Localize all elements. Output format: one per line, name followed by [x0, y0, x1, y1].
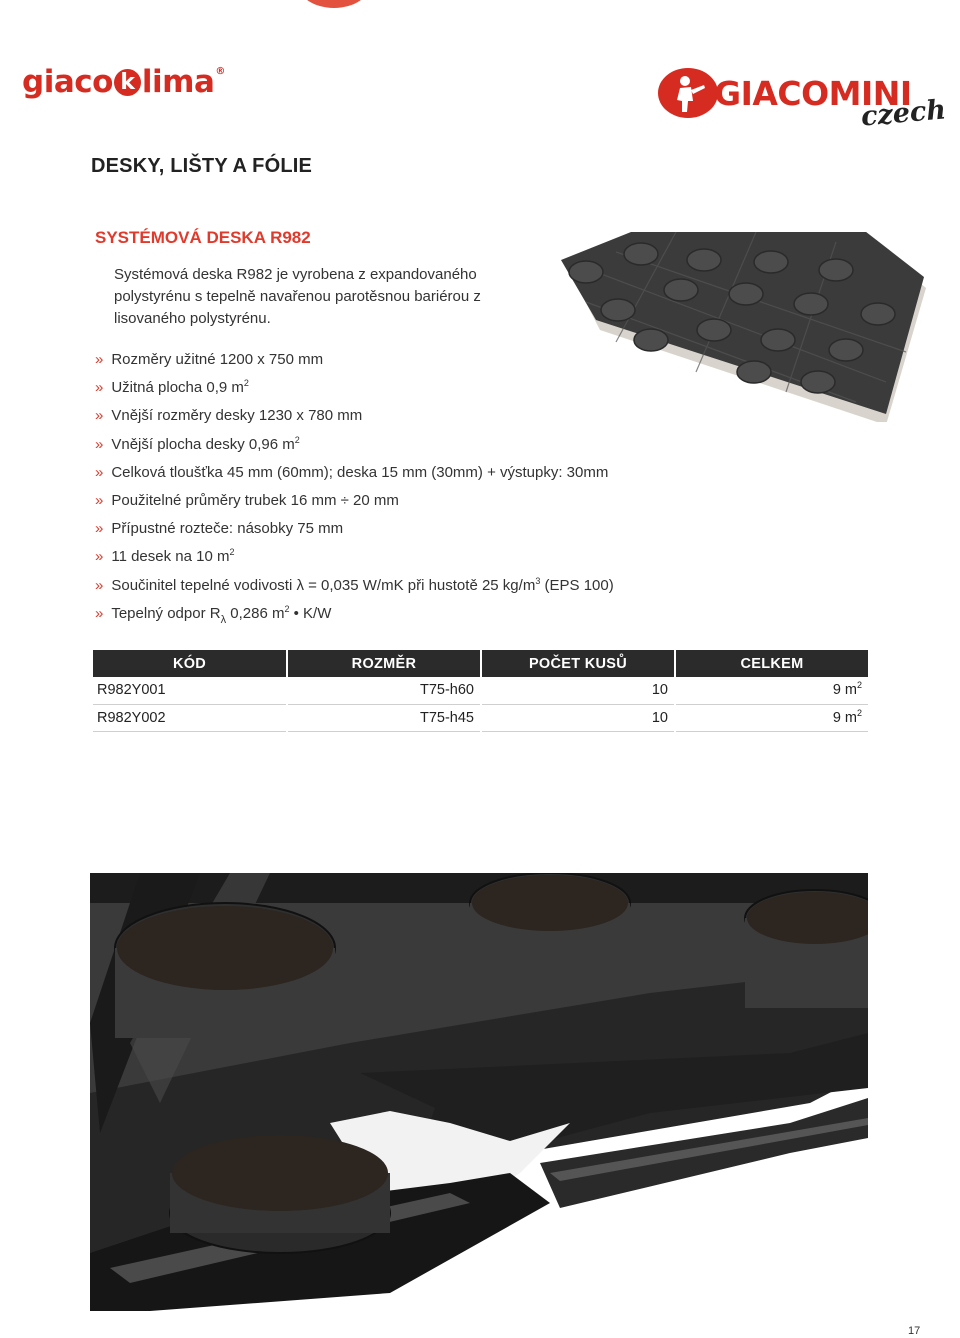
- intro-paragraph: Systémová deska R982 je vyrobena z expandovaného polystyrénu s tepelně navařenou parotěsnou bariérou z lisovaného polystyrénu.: [114, 266, 481, 327]
- bullet-marker-icon: »: [95, 576, 104, 594]
- spec-item: [95, 346, 614, 374]
- spec-text: Rozměry užitné 1200 x 750 mm: [111, 351, 324, 368]
- spec-text: Užitná plocha 0,9 m: [111, 379, 244, 397]
- spec-text: Součinitel tepelné vodivosti λ = 0,035 W/mK při hustotě 25 kg/m: [111, 576, 536, 594]
- cell-size: T75-h45: [287, 704, 481, 731]
- decorative-arc: [298, 0, 370, 8]
- spec-text: Vnější rozměry desky 1230 x 780 mm: [111, 407, 363, 425]
- total-superscript: 2: [856, 680, 862, 691]
- spec-text: Přípustné rozteče: násobky 75 mm: [111, 520, 344, 538]
- page-title: DESKY, LIŠTY A FÓLIE: [91, 155, 313, 177]
- bullet-marker-icon: »: [95, 435, 104, 453]
- spec-superscript: 2: [284, 603, 290, 614]
- spec-subscript: λ: [220, 613, 227, 626]
- spec-superscript: 2: [243, 378, 249, 389]
- cell-count: 10: [481, 677, 675, 704]
- product-table: [93, 650, 868, 732]
- cell-count: 10: [481, 704, 675, 731]
- column-header-code: KÓD: [93, 650, 287, 677]
- spec-item: [95, 515, 614, 543]
- cell-total: [675, 677, 868, 704]
- page-number: 17: [908, 1325, 921, 1337]
- table-row: [93, 677, 868, 704]
- spec-text: Vnější plocha desky 0,96 m: [111, 435, 295, 453]
- czech-wordmark: czech: [859, 94, 948, 133]
- logo-text-giaco: giaco: [22, 64, 113, 100]
- spec-item: [95, 487, 614, 515]
- cell-total: [675, 704, 868, 731]
- bullet-marker-icon: »: [95, 407, 104, 425]
- spec-text-suffix: 0,286 m: [226, 604, 285, 622]
- bullet-marker-icon: »: [95, 463, 104, 481]
- table-header-row: [93, 650, 868, 677]
- board-closeup-photo: [90, 873, 868, 1311]
- giacomini-wordmark: GIACOMINI: [714, 74, 912, 113]
- spec-list: [95, 346, 614, 628]
- spec-text-suffix: • K/W: [289, 604, 332, 622]
- column-header-count: POČET KUSŮ: [481, 650, 675, 677]
- column-header-size: ROZMĚR: [287, 650, 481, 677]
- bullet-marker-icon: »: [95, 604, 104, 622]
- spec-text-suffix: (EPS 100): [540, 576, 614, 594]
- spec-item: [95, 572, 614, 600]
- giacomini-emblem-icon: [658, 68, 718, 118]
- bullet-marker-icon: »: [95, 379, 104, 397]
- bullet-marker-icon: »: [95, 520, 104, 538]
- spec-item: [95, 431, 614, 459]
- spec-item: [95, 600, 614, 628]
- spec-superscript: 2: [294, 434, 300, 445]
- giacomini-czech-logo: [658, 62, 948, 137]
- spec-text: Tepelný odpor R: [111, 604, 221, 622]
- spec-item: [95, 459, 614, 487]
- bullet-marker-icon: »: [95, 351, 104, 368]
- logo-registered-mark: ®: [215, 66, 225, 77]
- cell-code: R982Y002: [93, 704, 287, 731]
- cell-code: R982Y001: [93, 677, 287, 704]
- table-row: [93, 704, 868, 731]
- cell-size: T75-h60: [287, 677, 481, 704]
- column-header-total: CELKEM: [675, 650, 868, 677]
- bullet-marker-icon: »: [95, 491, 104, 509]
- spec-superscript: 2: [229, 547, 235, 558]
- spec-text: Použitelné průměry trubek 16 mm ÷ 20 mm: [111, 491, 399, 509]
- total-value: 9 m: [832, 709, 857, 726]
- spec-item: [95, 402, 614, 430]
- logo-k-circle: k: [114, 69, 141, 96]
- logo-text-lima: lima: [141, 64, 215, 100]
- bullet-marker-icon: »: [95, 548, 104, 566]
- spec-text: 11 desek na 10 m: [111, 548, 230, 566]
- section-title: SYSTÉMOVÁ DESKA R982: [95, 228, 311, 247]
- giacoklima-logo: [22, 62, 225, 102]
- spec-text: Celková tloušťka 45 mm (60mm); deska 15 mm (30mm) + výstupky: 30mm: [111, 463, 609, 481]
- spec-superscript: 3: [535, 575, 541, 586]
- total-superscript: 2: [856, 707, 862, 718]
- spec-item: [95, 374, 614, 402]
- spec-item: [95, 543, 614, 571]
- total-value: 9 m: [832, 682, 857, 699]
